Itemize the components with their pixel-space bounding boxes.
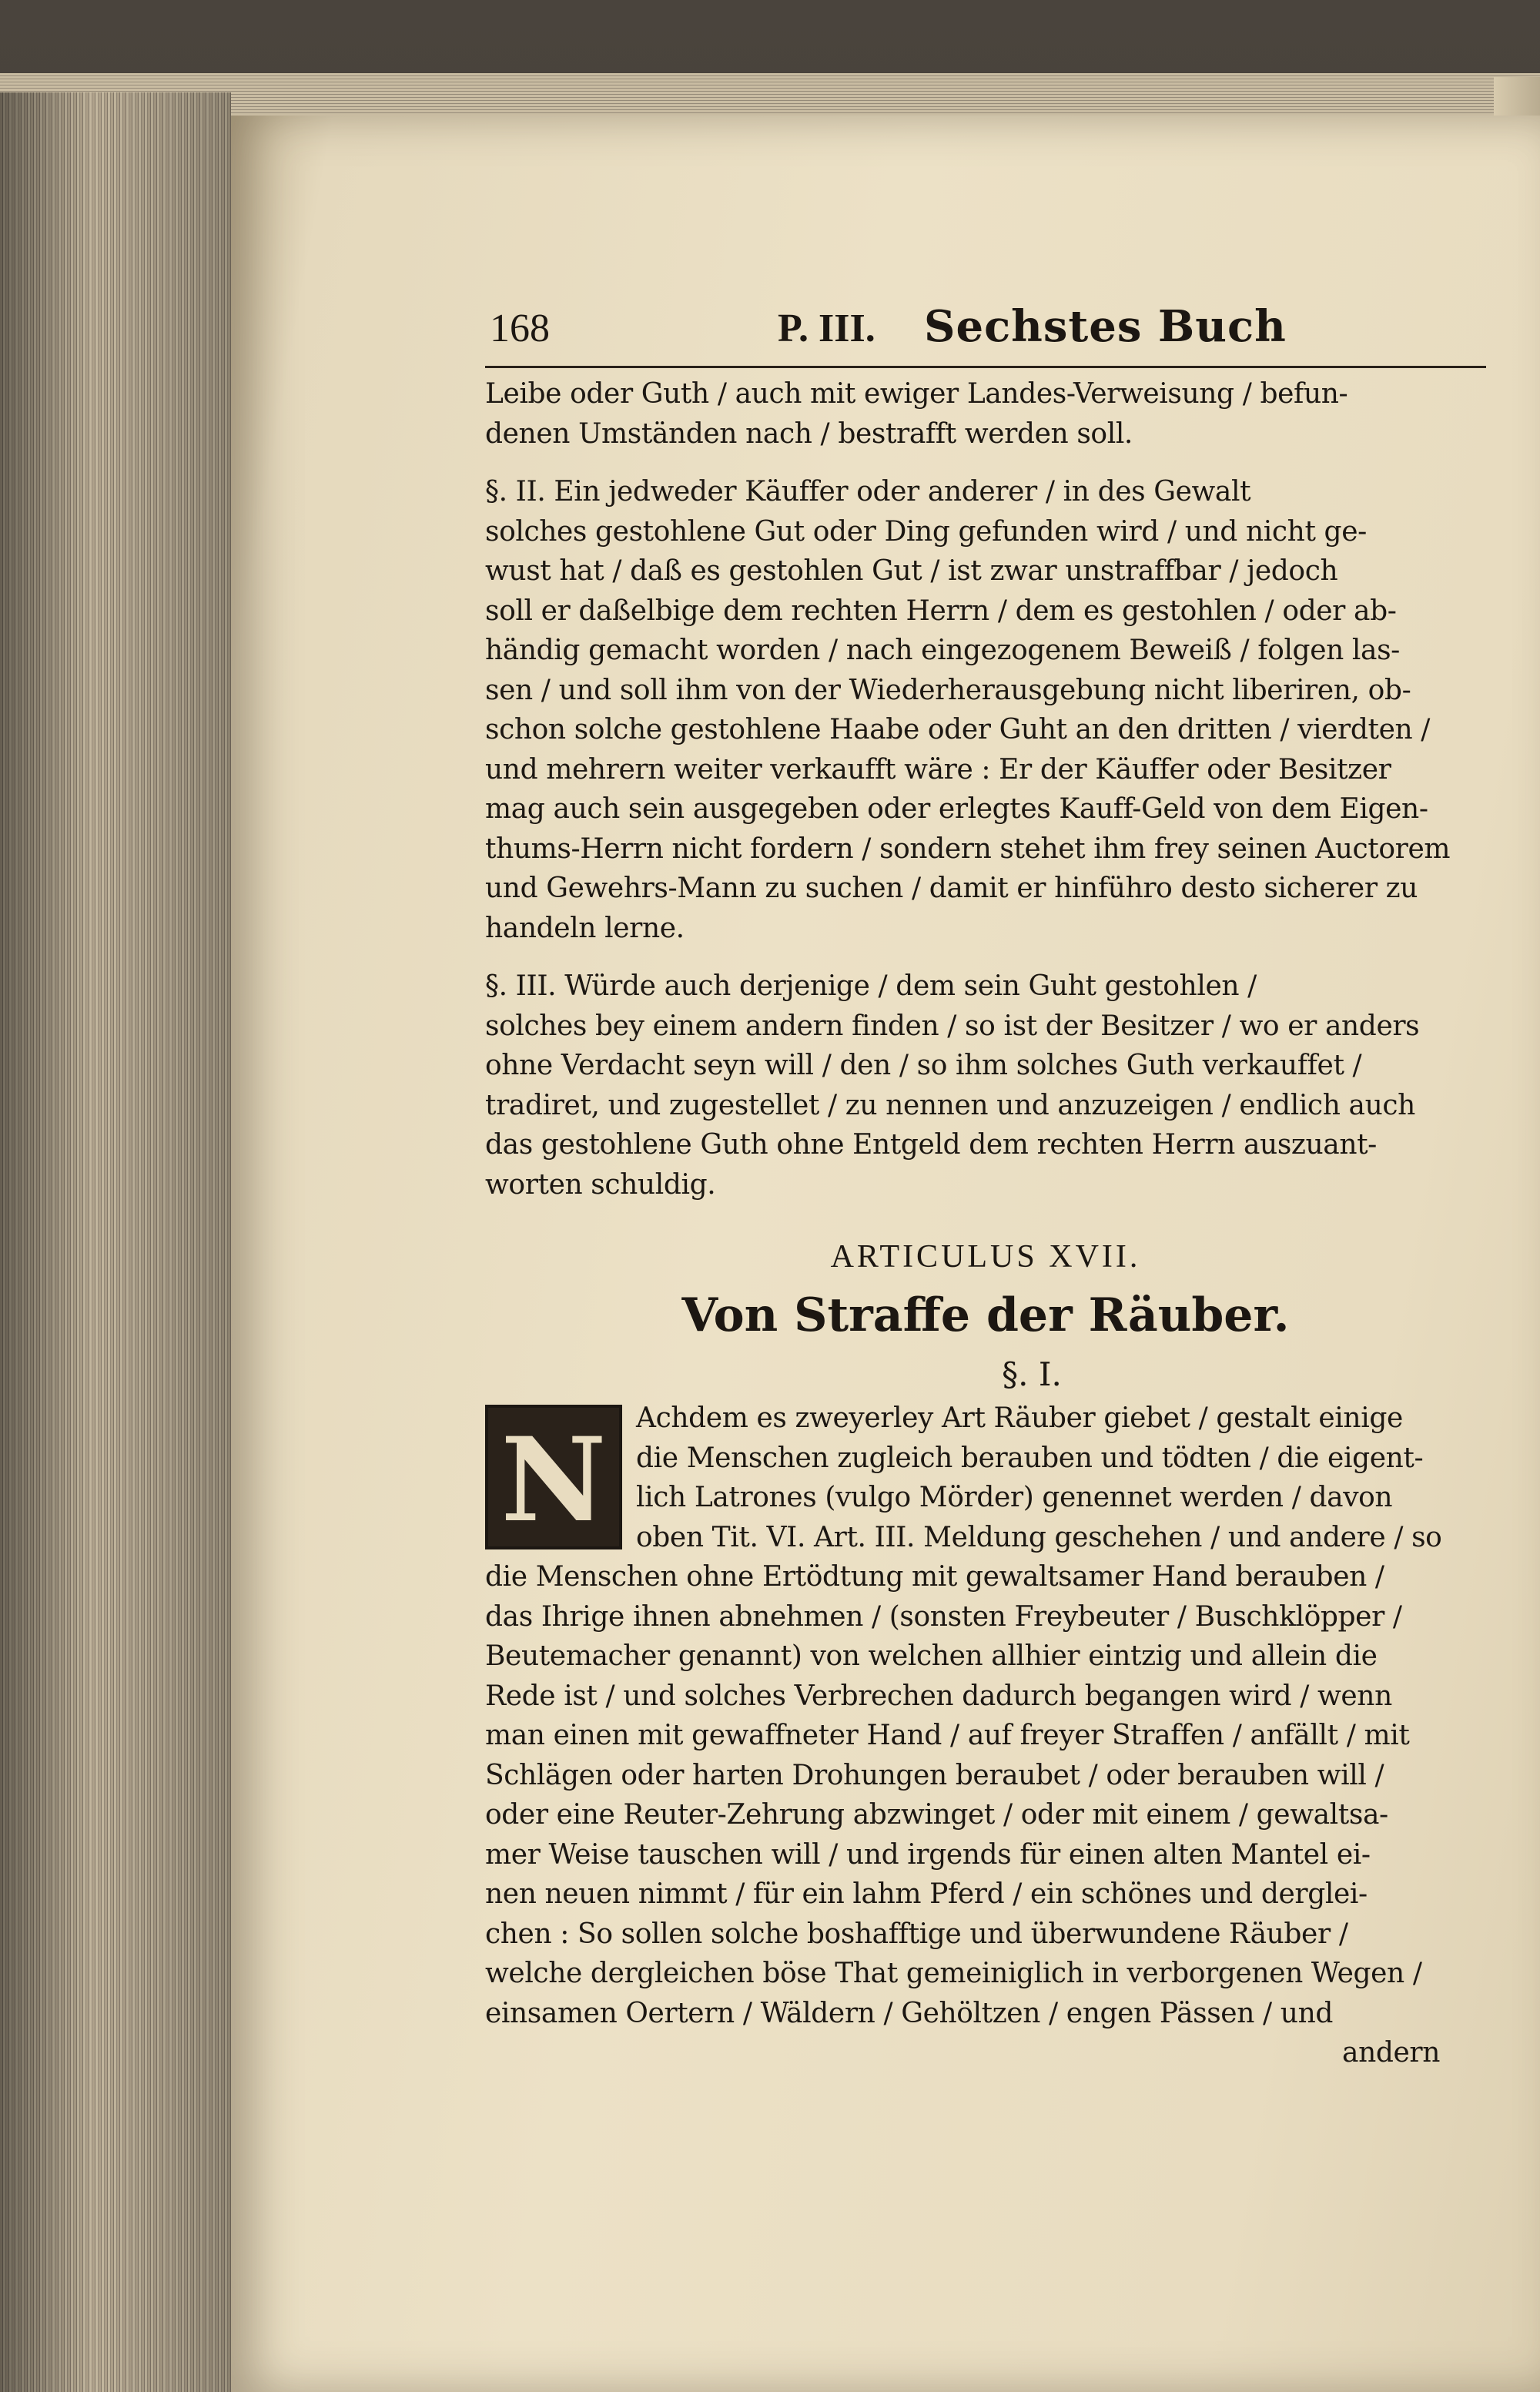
text-line: Achdem es zweyerley Art Räuber giebet / gestalt einige — [636, 1402, 1403, 1434]
article-subtitle: Von Straffe der Räuber. — [681, 1288, 1290, 1342]
text-line: das Ihrige ihnen abnehmen / (sonsten Freybeuter / Buschklöpper / — [485, 1600, 1402, 1633]
text-line: oder eine Reuter-Zehrung abzwinget / oder mit einem / gewaltsa- — [485, 1799, 1388, 1831]
paragraph-section-3 — [485, 967, 1486, 1204]
section-mark: §. I. — [1002, 1355, 1062, 1393]
text-line: denen Umständen nach / bestrafft werden soll. — [485, 417, 1133, 450]
book-top-edge — [0, 73, 1540, 119]
text-line: worten schuldig. — [485, 1168, 716, 1201]
text-line: einsamen Oertern / Wäldern / Gehöltzen / engen Pässen / und — [485, 1997, 1334, 2029]
page-edges-shadow — [0, 92, 231, 2392]
text-line: mer Weise tauschen will / und irgends für einen alten Mantel ei- — [485, 1838, 1371, 1871]
text-line: Rede ist / und solches Verbrechen dadurch begangen wird / wenn — [485, 1680, 1392, 1712]
text-line: §. II. Ein jedweder Käuffer oder anderer / in des Gewalt — [485, 476, 1251, 508]
text-line: §. III. Würde auch derjenige / dem sein Guht gestohlen / — [485, 970, 1257, 1002]
text-line: soll er daßelbige dem rechten Herrn / dem es gestohlen / oder ab- — [485, 595, 1397, 627]
text-line: nen neuen nimmt / für ein lahm Pferd / ein schönes und derglei- — [485, 1878, 1368, 1910]
text-line: Beutemacher genannt) von welchen allhier eintzig und allein die — [485, 1640, 1378, 1672]
text-line: welche dergleichen böse That gemeiniglich in verborgenen Wegen / — [485, 1958, 1422, 1989]
text-line: die Menschen zugleich berauben und tödten / die eigent- — [636, 1442, 1424, 1474]
text-line: handeln lerne. — [485, 912, 685, 944]
book-title: Sechstes Buch — [924, 301, 1287, 352]
text-line: solches gestohlene Gut oder Ding gefunden wird / und nicht ge- — [485, 515, 1367, 548]
text-line: wust hat / daß es gestohlen Gut / ist zwar unstraffbar / jedoch — [485, 555, 1338, 587]
text-line: sen / und soll ihm von der Wiederherausgebung nicht liberiren, ob- — [485, 674, 1411, 706]
text-line: solches bey einem andern finden / so ist der Besitzer / wo er anders — [485, 1010, 1420, 1042]
text-line: chen : So sollen solche boshafftige und überwundene Räuber / — [485, 1918, 1348, 1950]
paragraph-continuation — [485, 374, 1486, 454]
text-line: oben Tit. VI. Art. III. Meldung geschehen / und andere / so — [636, 1521, 1442, 1553]
page-number: 168 — [490, 307, 550, 350]
text-line: schon solche gestohlene Haabe oder Guht an den dritten / vierdten / — [485, 714, 1431, 745]
text-line: und Gewehrs-Mann zu suchen / damit er hinführo desto sicherer zu — [485, 873, 1418, 904]
text-line: und mehrern weiter verkaufft wäre : Er der Käuffer oder Besitzer — [485, 753, 1391, 786]
page-text-block — [485, 301, 1486, 2073]
text-line: man einen mit gewaffneter Hand / auf freyer Straffen / anfällt / mit — [485, 1720, 1410, 1751]
text-line: die Menschen ohne Ertödtung mit gewaltsamer Hand berauben / — [485, 1561, 1384, 1593]
text-line: lich Latrones (vulgo Mörder) genennet werden / davon — [636, 1482, 1393, 1513]
running-header — [485, 301, 1486, 368]
text-line: thums-Herrn nicht fordern / sondern stehet ihm frey seinen Auctorem — [485, 833, 1451, 865]
part-label: P. III. — [778, 307, 875, 350]
catchword: andern — [1342, 2037, 1440, 2069]
text-line: Leibe oder Guth / auch mit ewiger Landes-Verweisung / befun- — [485, 378, 1348, 410]
drop-cap-initial: N — [485, 1405, 622, 1549]
article-first-paragraph — [485, 1399, 1486, 2073]
text-line: ohne Verdacht seyn will / den / so ihm solches Guth verkauffet / — [485, 1050, 1362, 1081]
text-line: Schlägen oder harten Drohungen beraubet / oder berauben will / — [485, 1759, 1384, 1791]
article-heading: ARTICULUS XVII. — [830, 1239, 1141, 1275]
paragraph-section-2 — [485, 472, 1486, 948]
text-line: mag auch sein ausgegeben oder erlegtes Kauff-Geld von dem Eigen- — [485, 793, 1428, 825]
text-line: tradiret, und zugestellet / zu nennen und anzuzeigen / endlich auch — [485, 1089, 1415, 1121]
text-line: das gestohlene Guth ohne Entgeld dem rechten Herrn auszuant- — [485, 1129, 1377, 1161]
text-line: händig gemacht worden / nach eingezogenem Beweiß / folgen las- — [485, 635, 1400, 666]
